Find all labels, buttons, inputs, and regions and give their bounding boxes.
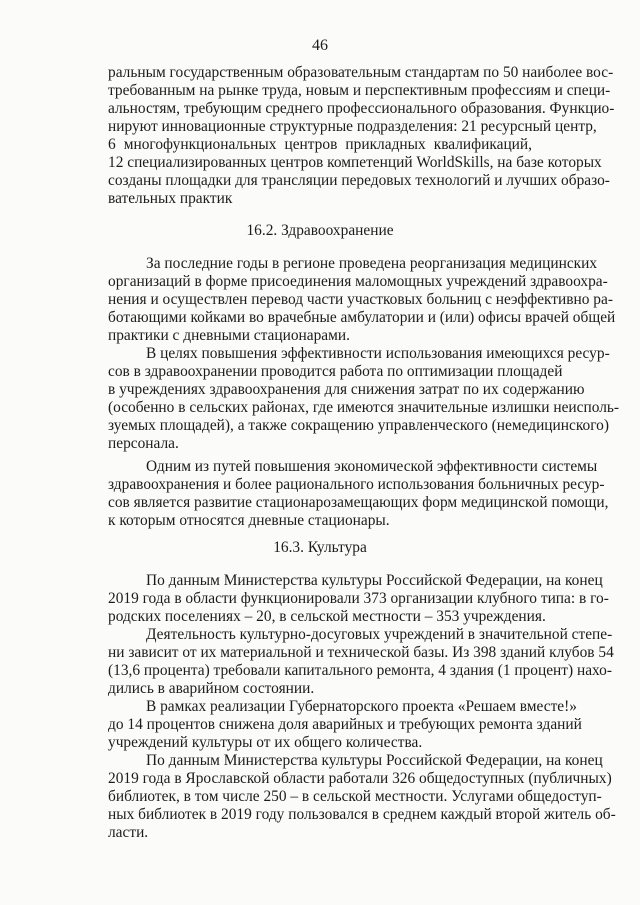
text-line: 2019 года в Ярославской области работали 326 общедоступных (публичных) — [108, 770, 612, 787]
text-line: Одним из путей повышения экономической эффективности системы — [146, 458, 598, 475]
text-line: нируют инновационные структурные подразделения: 21 ресурсный центр, — [108, 118, 597, 135]
text-line: дились в аварийном состоянии. — [108, 680, 315, 697]
text-line: В целях повышения эффективности использования имеющихся ресур- — [146, 345, 610, 362]
text-line: 2019 года в области функционировали 373 организации клубного типа: в го- — [108, 590, 609, 607]
text-line: к которым относятся дневные стационары. — [108, 512, 390, 529]
text-line: ральным государственным образовательным стандартам по 50 наиболее вос- — [108, 64, 614, 81]
text-line: ботающими койками во врачебные амбулатории и (или) офисы врачей общей — [108, 309, 616, 326]
text-line: созданы площадки для трансляции передовых технологий и лучших образо- — [108, 172, 610, 189]
text-line: ных библиотек в 2019 году пользовался в среднем каждый второй житель об- — [108, 806, 616, 823]
section-heading-culture: 16.3. Культура — [273, 539, 367, 556]
section-heading-healthcare: 16.2. Здравоохранение — [246, 222, 394, 239]
text-line: (особенно в сельских районах, где имеются значительные излишки неисполь- — [108, 399, 620, 416]
text-line: В рамках реализации Губернаторского проекта «Решаем вместе!» — [146, 698, 577, 715]
text-line: альностям, требующим среднего профессионального образования. Функцио- — [108, 100, 615, 117]
text-line: ласти. — [108, 824, 149, 841]
text-line: библиотек, в том числе 250 – в сельской местности. Услугами общедоступ- — [108, 788, 602, 805]
text-line: до 14 процентов снижена доля аварийных и требующих ремонта зданий — [108, 716, 582, 733]
text-line: родских поселениях – 20, в сельской местности – 353 учреждения. — [108, 608, 546, 625]
text-line: За последние годы в регионе проведена реорганизация медицинских — [146, 255, 598, 272]
text-line: Деятельность культурно-досуговых учреждений в значительной степе- — [146, 626, 613, 643]
text-line: здравоохранения и более рационального использования больничных ресур- — [108, 476, 605, 493]
text-line: (13,6 процента) требовали капитального ремонта, 4 здания (1 процент) нахо- — [108, 662, 612, 679]
text-line: в учреждениях здравоохранения для снижения затрат по их содержанию — [108, 381, 585, 398]
text-line: нения и осуществлен перевод части участковых больниц с неэффективно ра- — [108, 291, 613, 308]
text-line: По данным Министерства культуры Российской Федерации, на конец — [146, 572, 603, 589]
text-line: учреждений культуры от их общего количества. — [108, 734, 423, 751]
text-line: По данным Министерства культуры Российской Федерации, на конец — [146, 752, 603, 769]
text-line: зуемых площадей), а также сокращению управленческого (немедицинского) — [108, 417, 609, 434]
text-line: персонала. — [108, 435, 179, 452]
page-number: 46 — [312, 37, 328, 54]
text-line: практики с дневными стационарами. — [108, 327, 350, 344]
text-line: 6 многофункциональных центров прикладных квалификаций, — [108, 136, 532, 153]
text-line: требованным на рынке труда, новым и перспективным профессиям и специ- — [108, 82, 611, 99]
text-line: сов в здравоохранении проводится работа по оптимизации площадей — [108, 363, 563, 380]
text-line: ни зависит от их материальной и технической базы. Из 398 зданий клубов 54 — [108, 644, 614, 661]
text-line: организаций в форме присоединения маломощных учреждений здравоохра- — [108, 273, 608, 290]
text-line: вательных практик — [108, 190, 233, 207]
text-line: сов является развитие стационарозамещающих форм медицинской помощи, — [108, 494, 609, 511]
text-line: 12 специализированных центров компетенций WorldSkills, на базе которых — [108, 154, 602, 171]
